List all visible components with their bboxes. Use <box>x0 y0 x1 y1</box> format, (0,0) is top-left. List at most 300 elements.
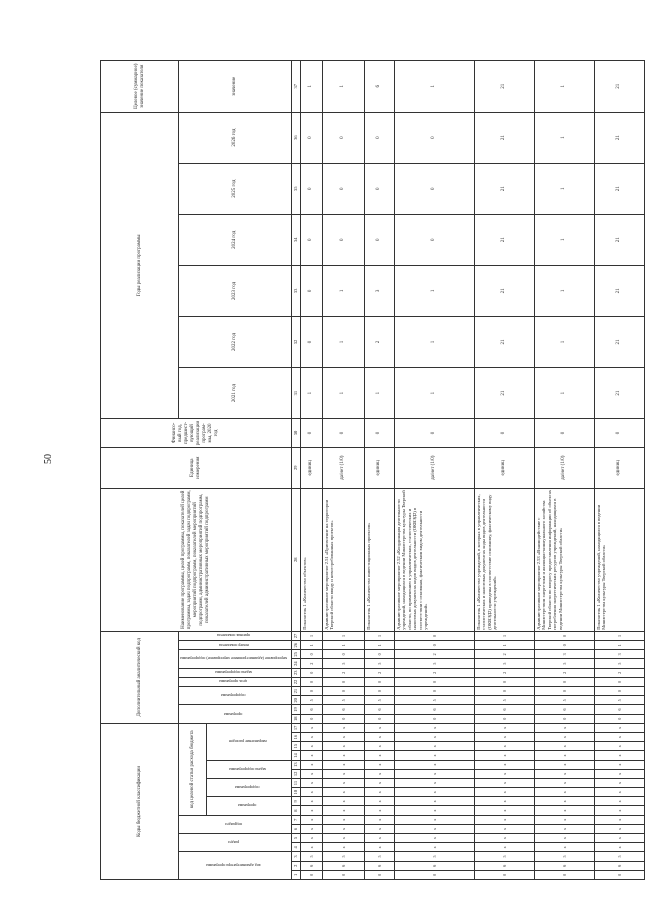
code-cell: х <box>594 788 644 797</box>
column-number: 17 <box>291 723 300 732</box>
code-cell: 5 <box>322 659 364 668</box>
code-cell: 2 <box>594 668 644 677</box>
table-row <box>300 61 322 880</box>
column-number: 4 <box>291 843 300 852</box>
code-cell: х <box>534 723 594 732</box>
code-cell: 2 <box>394 650 474 659</box>
code-cell: х <box>300 769 322 778</box>
code-cell: 2 <box>322 668 364 677</box>
row-base-value: 0 <box>474 419 534 448</box>
code-cell: 5 <box>394 696 474 705</box>
column-number: 15 <box>291 742 300 751</box>
target-header: Целевое (суммарное) значение показателя <box>101 61 179 113</box>
row-year-value: 21 <box>474 112 534 163</box>
code-cell: 3 <box>594 650 644 659</box>
csr-sub-header-0-text: программа <box>238 803 257 809</box>
code-cell: 0 <box>594 714 644 723</box>
row-year-value: 1 <box>394 265 474 316</box>
code-cell: 0 <box>474 677 534 686</box>
code-cell: 0 <box>474 714 534 723</box>
code-cell: 0 <box>534 641 594 650</box>
code-cell: х <box>474 723 534 732</box>
code-cell: х <box>300 824 322 833</box>
row-base-value: 0 <box>322 419 364 448</box>
code-cell: х <box>394 751 474 760</box>
column-number: 22 <box>291 677 300 686</box>
year-header-2022: 2022 год <box>179 316 292 367</box>
code-cell: 0 <box>300 668 322 677</box>
subsection-header-text: подраздел <box>224 821 243 827</box>
code-cell: 5 <box>322 696 364 705</box>
code-cell: 0 <box>300 687 322 696</box>
section-header <box>179 834 292 852</box>
code-cell: 6 <box>534 705 594 714</box>
code-cell: 5 <box>594 696 644 705</box>
finance-year-header: Финансо-вый год, предшест-вующий реализации програм-мы, 2020 год <box>101 419 292 448</box>
code-cell: х <box>364 751 394 760</box>
row-unit: да/нет (1/0) <box>322 447 364 488</box>
row-year-value: 0 <box>300 265 322 316</box>
add-program-header-text: программа <box>224 711 243 717</box>
code-cell: х <box>594 824 644 833</box>
row-base-value: 0 <box>534 419 594 448</box>
code-cell: х <box>364 815 394 824</box>
table-row <box>394 61 474 880</box>
code-cell: х <box>394 806 474 815</box>
code-cell: 0 <box>364 677 394 686</box>
code-cell: 1 <box>300 631 322 640</box>
subsection-header <box>179 815 292 833</box>
code-cell: 0 <box>300 677 322 686</box>
code-cell: 1 <box>474 631 534 640</box>
column-number: 23 <box>291 668 300 677</box>
code-cell: х <box>300 760 322 769</box>
code-cell: х <box>534 797 594 806</box>
code-cell: 0 <box>534 687 594 696</box>
csr-sub-header-1 <box>207 778 292 796</box>
code-cell: х <box>394 742 474 751</box>
code-cell: х <box>594 797 644 806</box>
code-cell: х <box>322 843 364 852</box>
code-cell: х <box>300 815 322 824</box>
row-name: Показатель 1 «Количество объектов» <box>300 488 322 631</box>
code-cell: х <box>394 843 474 852</box>
table-header <box>101 61 301 880</box>
code-cell: х <box>322 824 364 833</box>
row-base-value: 0 <box>364 419 394 448</box>
code-cell: 6 <box>394 861 474 870</box>
column-number: 35 <box>291 163 300 214</box>
code-cell: 0 <box>322 650 364 659</box>
code-cell: 0 <box>322 870 364 879</box>
code-cell: х <box>300 797 322 806</box>
code-cell: х <box>594 806 644 815</box>
code-cell: 5 <box>534 696 594 705</box>
row-unit: единиц <box>300 447 322 488</box>
row-year-value: 21 <box>474 265 534 316</box>
code-cell: х <box>474 824 534 833</box>
code-cell: х <box>534 778 594 787</box>
csr-header: код целевой статьи расхода бюджета <box>179 723 207 815</box>
code-cell: 0 <box>594 870 644 879</box>
column-number: 9 <box>291 797 300 806</box>
column-number: 21 <box>291 687 300 696</box>
add-event-header <box>179 650 292 668</box>
code-cell: 5 <box>364 852 394 861</box>
row-year-value: 1 <box>534 214 594 265</box>
code-cell: х <box>322 788 364 797</box>
row-name: Административное мероприятие 2.51 «Присвоение на территории Тверской области ввиду и невостребованных проектов» <box>322 488 364 631</box>
code-cell: 6 <box>474 861 534 870</box>
code-cell: х <box>534 742 594 751</box>
code-cell: х <box>322 751 364 760</box>
code-cell: х <box>594 733 644 742</box>
row-year-value: 0 <box>322 214 364 265</box>
table-row <box>474 61 534 880</box>
row-year-value: 21 <box>474 316 534 367</box>
row-year-value: 0 <box>364 163 394 214</box>
row-name: Административное мероприятие 2.52 «Координация деятельности учреждений, находящихся в ведении Министерства культуры Тверской области, по применению в управленческих, статистических и налоговых документах кодов видов деятельности (ОКВЭД2) в соответствии с основным, фактическим видом деятельности учреждений» <box>394 488 474 631</box>
row-unit: единиц <box>594 447 644 488</box>
row-year-value: 0 <box>364 112 394 163</box>
code-cell: 1 <box>322 631 364 640</box>
column-number: 2 <box>291 861 300 870</box>
code-cell: х <box>322 760 364 769</box>
code-cell: 0 <box>534 677 594 686</box>
column-number: 10 <box>291 788 300 797</box>
csr-sub-header-0 <box>207 797 292 815</box>
row-year-value: 21 <box>594 112 644 163</box>
code-cell: 2 <box>364 668 394 677</box>
year-header-2025: 2025 год <box>179 163 292 214</box>
row-year-value: 0 <box>322 112 364 163</box>
code-cell: х <box>394 733 474 742</box>
code-cell: х <box>300 723 322 732</box>
code-cell: 5 <box>322 852 364 861</box>
column-number: 33 <box>291 265 300 316</box>
column-number: 19 <box>291 705 300 714</box>
code-cell: х <box>364 760 394 769</box>
table-area <box>100 60 622 880</box>
code-cell: 0 <box>534 714 594 723</box>
program-name-header: Наименование программы, целей программы, показателей целей программы, задач подпрограмм, показателей задач подпрограмм, мероприятий подпрограмм, показателей мероприятий подпрограмм, административных мероприятий подпрограмм, показателей административных мероприятий подпрограмм <box>101 488 292 631</box>
code-cell: 0 <box>394 870 474 879</box>
code-cell: 6 <box>534 861 594 870</box>
table-row <box>534 61 594 880</box>
column-number: 30 <box>291 419 300 448</box>
code-cell: х <box>364 843 394 852</box>
add-subprogram-header <box>179 687 292 705</box>
code-cell: 1 <box>594 641 644 650</box>
code-cell: 0 <box>394 677 474 686</box>
row-year-value: 1 <box>534 112 594 163</box>
year-header-2024: 2024 год <box>179 214 292 265</box>
code-cell: х <box>364 806 394 815</box>
code-cell: 5 <box>534 852 594 861</box>
row-year-value: 1 <box>394 368 474 419</box>
code-cell: х <box>394 760 474 769</box>
row-target-value: 1 <box>534 61 594 113</box>
code-cell: х <box>474 742 534 751</box>
row-year-value: 2 <box>364 316 394 367</box>
code-cell: х <box>364 733 394 742</box>
row-unit: единиц <box>474 447 534 488</box>
column-number: 25 <box>291 650 300 659</box>
column-number: 36 <box>291 112 300 163</box>
table-body <box>300 61 644 880</box>
code-cell: х <box>594 760 644 769</box>
code-cell: х <box>474 778 534 787</box>
row-year-value: 0 <box>300 163 322 214</box>
row-year-value: 21 <box>594 265 644 316</box>
code-cell: х <box>594 843 644 852</box>
row-unit: да/нет (1/0) <box>394 447 474 488</box>
column-number: 1 <box>291 870 300 879</box>
code-cell: 0 <box>474 687 534 696</box>
code-cell: 0 <box>394 687 474 696</box>
column-number: 20 <box>291 696 300 705</box>
code-cell: х <box>594 815 644 824</box>
kvsr-header-text: код администратора программы <box>206 863 261 869</box>
code-cell: 5 <box>594 659 644 668</box>
row-target-value: 6 <box>364 61 394 113</box>
code-cell: х <box>594 751 644 760</box>
column-number: 13 <box>291 760 300 769</box>
code-cell: х <box>364 769 394 778</box>
add-goal-header-text: цель программы <box>219 679 248 685</box>
code-cell: 5 <box>364 659 394 668</box>
code-cell: 1 <box>300 641 322 650</box>
row-target-value: 1 <box>394 61 474 113</box>
code-cell: х <box>474 733 534 742</box>
code-cell: 0 <box>594 687 644 696</box>
code-cell: 3 <box>534 650 594 659</box>
code-cell: 0 <box>394 641 474 650</box>
rotated-table-frame <box>100 60 622 880</box>
code-cell: 6 <box>394 705 474 714</box>
code-cell: х <box>394 769 474 778</box>
add-task-header <box>179 668 292 677</box>
code-cell: х <box>364 797 394 806</box>
code-cell: 0 <box>534 631 594 640</box>
row-year-value: 1 <box>394 316 474 367</box>
row-year-value: 21 <box>594 368 644 419</box>
code-cell: 0 <box>322 687 364 696</box>
row-target-value: 1 <box>322 61 364 113</box>
code-cell: 5 <box>474 852 534 861</box>
code-cell: х <box>300 778 322 787</box>
row-year-value: 0 <box>300 112 322 163</box>
budget-codes-header: Коды бюджетной классификации <box>101 723 179 879</box>
code-cell: 5 <box>300 696 322 705</box>
code-cell: х <box>534 788 594 797</box>
row-base-value: 0 <box>394 419 474 448</box>
row-year-value: 1 <box>534 316 594 367</box>
csr-sub-header-2 <box>207 760 292 778</box>
row-year-value: 21 <box>594 214 644 265</box>
years-header: Годы реализации программы <box>101 112 179 419</box>
code-cell: х <box>300 788 322 797</box>
csr-sub-header-3 <box>207 723 292 760</box>
column-number: 11 <box>291 778 300 787</box>
code-cell: 0 <box>474 870 534 879</box>
row-year-value: 21 <box>474 368 534 419</box>
code-cell: х <box>322 806 364 815</box>
code-cell: х <box>364 834 394 843</box>
code-cell: х <box>594 769 644 778</box>
column-number: 24 <box>291 659 300 668</box>
code-cell: х <box>474 760 534 769</box>
row-year-value: 1 <box>534 265 594 316</box>
row-year-value: 21 <box>594 163 644 214</box>
code-cell: 6 <box>300 861 322 870</box>
code-cell: 5 <box>300 852 322 861</box>
code-cell: 2 <box>474 650 534 659</box>
column-number: 18 <box>291 714 300 723</box>
row-year-value: 1 <box>534 368 594 419</box>
code-cell: х <box>364 742 394 751</box>
column-number: 32 <box>291 316 300 367</box>
code-cell: х <box>322 834 364 843</box>
code-cell: х <box>474 751 534 760</box>
code-cell: 5 <box>534 659 594 668</box>
code-cell: х <box>474 806 534 815</box>
column-number: 37 <box>291 61 300 113</box>
code-cell: х <box>474 815 534 824</box>
code-cell: 0 <box>300 714 322 723</box>
kvsr-header <box>179 852 292 880</box>
row-unit: единиц <box>364 447 394 488</box>
row-year-value: 21 <box>474 163 534 214</box>
code-cell: х <box>394 834 474 843</box>
code-cell: 0 <box>364 650 394 659</box>
code-cell: х <box>322 815 364 824</box>
code-cell: х <box>474 797 534 806</box>
row-name: Показатель 1 «Количество учреждений, в которых в управленческих, статистических и налоговых документах коды видов деятельности (ОКВЭД2) приведены в соответствие основному, фактическому виду деятельности учреждений» <box>474 488 534 631</box>
add-task-header-text: задача подпрограммы <box>214 670 253 676</box>
add-event-header-text: мероприятие (административное мероприятие) подпрограммы <box>180 656 287 662</box>
row-year-value: 21 <box>474 214 534 265</box>
csr-sub-header-1-text: подпрограмма <box>235 785 260 791</box>
code-cell: 0 <box>322 714 364 723</box>
code-cell: х <box>300 806 322 815</box>
code-cell: 1 <box>322 641 364 650</box>
code-cell: 0 <box>322 677 364 686</box>
code-cell: х <box>322 733 364 742</box>
code-cell: 5 <box>474 696 534 705</box>
code-cell: 6 <box>474 705 534 714</box>
section-header-text: раздел <box>227 840 240 846</box>
code-cell: х <box>534 834 594 843</box>
code-cell: х <box>300 733 322 742</box>
code-cell: 2 <box>300 659 322 668</box>
code-cell: 5 <box>394 659 474 668</box>
row-year-value: 0 <box>394 214 474 265</box>
row-year-value: 3 <box>364 265 394 316</box>
row-name: Показатель 1 «Количество инвестиционных проектов» <box>364 488 394 631</box>
code-cell: х <box>322 797 364 806</box>
row-year-value: 1 <box>322 368 364 419</box>
code-cell: 6 <box>322 705 364 714</box>
code-cell: 6 <box>364 705 394 714</box>
row-name: Показатель 1 «Количество учреждений, находящихся в ведении Министерства культуры Тверской области» <box>594 488 644 631</box>
code-cell: х <box>394 824 474 833</box>
row-target-value: 21 <box>474 61 534 113</box>
column-number: 26 <box>291 641 300 650</box>
target-value-header: значение <box>179 61 292 113</box>
code-cell: х <box>300 843 322 852</box>
code-cell: 1 <box>474 641 534 650</box>
code-cell: х <box>534 806 594 815</box>
row-base-value: 0 <box>300 419 322 448</box>
code-cell: 0 <box>534 870 594 879</box>
row-year-value: 0 <box>394 112 474 163</box>
year-header-2023: 2023 год <box>179 265 292 316</box>
code-cell: х <box>394 815 474 824</box>
row-year-value: 0 <box>300 214 322 265</box>
additional-codes-header: Дополнительный аналитический код <box>101 631 179 723</box>
row-year-value: 1 <box>300 368 322 419</box>
column-number: 6 <box>291 824 300 833</box>
code-cell: х <box>474 769 534 778</box>
unit-header: Единица измерения <box>101 447 292 488</box>
code-cell: х <box>322 769 364 778</box>
column-number: 31 <box>291 368 300 419</box>
add-indicator-sign-header-text: признак показателя <box>216 633 251 639</box>
code-cell: 0 <box>364 870 394 879</box>
csr-sub-header-3-text: направление расходов <box>228 739 267 745</box>
code-cell: х <box>594 742 644 751</box>
add-indicator-number-header-text: номер показателя <box>218 642 249 648</box>
row-year-value: 0 <box>364 214 394 265</box>
code-cell: 5 <box>594 852 644 861</box>
code-cell: х <box>300 834 322 843</box>
column-number: 5 <box>291 834 300 843</box>
code-cell: х <box>534 815 594 824</box>
column-number: 29 <box>291 447 300 488</box>
code-cell: 6 <box>300 705 322 714</box>
code-cell: 0 <box>364 714 394 723</box>
code-cell: 0 <box>394 631 474 640</box>
code-cell: х <box>594 834 644 843</box>
code-cell: х <box>534 733 594 742</box>
row-base-value: 0 <box>594 419 644 448</box>
code-cell: 0 <box>364 687 394 696</box>
column-number: 16 <box>291 733 300 742</box>
column-number: 12 <box>291 769 300 778</box>
table-row <box>364 61 394 880</box>
code-cell: 0 <box>300 870 322 879</box>
column-number: 34 <box>291 214 300 265</box>
row-year-value: 0 <box>322 163 364 214</box>
code-cell: х <box>364 788 394 797</box>
program-indicators-table <box>100 60 645 880</box>
code-cell: 0 <box>394 714 474 723</box>
code-cell: 5 <box>364 696 394 705</box>
add-goal-header <box>179 677 292 686</box>
code-cell: х <box>394 778 474 787</box>
row-target-value: 21 <box>594 61 644 113</box>
table-row <box>594 61 644 880</box>
code-cell: х <box>534 824 594 833</box>
year-header-2021: 2021 год <box>179 368 292 419</box>
csr-sub-header-2-text: задача подпрограммы <box>228 766 267 772</box>
code-cell: х <box>394 788 474 797</box>
code-cell: 5 <box>474 659 534 668</box>
column-number: 14 <box>291 751 300 760</box>
row-year-value: 0 <box>394 163 474 214</box>
row-year-value: 1 <box>322 316 364 367</box>
